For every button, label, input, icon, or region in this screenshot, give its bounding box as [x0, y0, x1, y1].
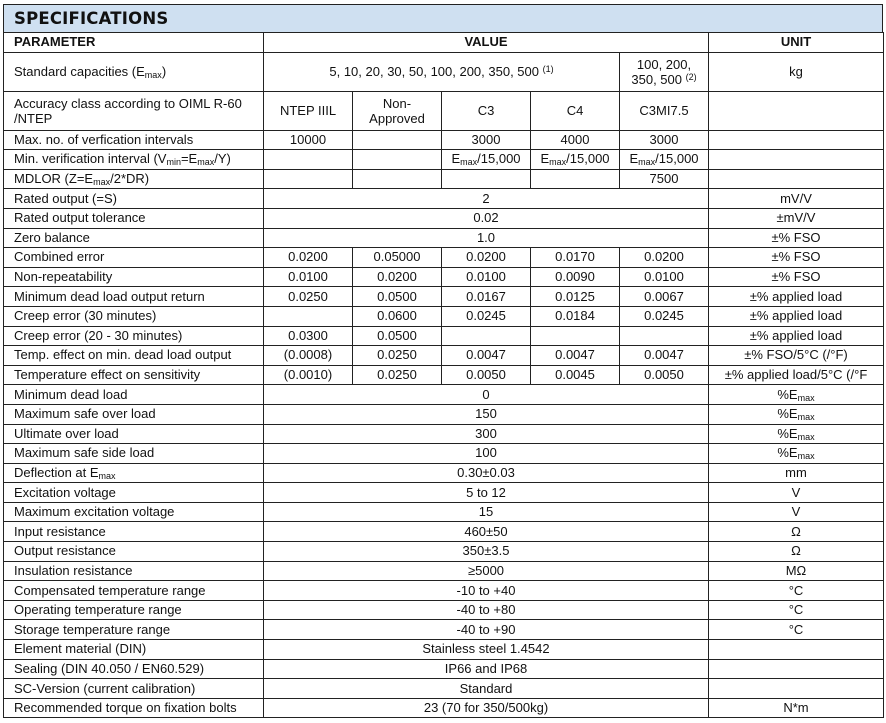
value-cell: [353, 130, 442, 150]
value-deflection: 0.30±0.03: [264, 463, 709, 483]
unit-cell: [709, 640, 884, 660]
unit-cell: Ω: [709, 542, 884, 562]
class-c4: C4: [531, 91, 620, 130]
unit-cell: mV/V: [709, 189, 884, 209]
row-zero-balance: [4, 228, 884, 248]
specifications-table: [3, 32, 884, 718]
unit-cell: °C: [709, 600, 884, 620]
value-cell: 3000: [442, 130, 531, 150]
value-cell: 23 (70 for 350/500kg): [264, 698, 709, 718]
value-cell: 0.0500: [353, 326, 442, 346]
label-max-intervals: Max. no. of verfication intervals: [4, 130, 264, 150]
unit-cell: V: [709, 483, 884, 503]
value-cell: 0.02: [264, 208, 709, 228]
value-cell: 0.0170: [531, 248, 620, 268]
value-cell: 0.0100: [442, 267, 531, 287]
unit-cell: ±% applied load: [709, 326, 884, 346]
row-maximum-safe-over-load: [4, 404, 884, 424]
unit-cell: ±mV/V: [709, 208, 884, 228]
section-title: SPECIFICATIONS: [3, 4, 883, 32]
value-cell: 460±50: [264, 522, 709, 542]
unit-text: %E: [777, 406, 798, 422]
value-cell: 0.0047: [620, 346, 709, 366]
unit-cell: [709, 169, 884, 189]
unit-subscript: max: [797, 451, 815, 462]
row-non-repeatability: [4, 267, 884, 287]
row-input-resistance: [4, 522, 884, 542]
value-cell: $E_{max}/15,000$: [620, 150, 709, 170]
parameter-label: Minimum dead load: [4, 385, 264, 405]
parameter-label: Temperature effect on sensitivity: [4, 365, 264, 385]
row-operating-temperature-range: [4, 600, 884, 620]
class-c3: C3: [442, 91, 531, 130]
value-cell: (0.0010): [264, 365, 353, 385]
row-rated-output-tolerance: [4, 208, 884, 228]
value-cell: [620, 326, 709, 346]
parameter-label: Zero balance: [4, 228, 264, 248]
parameter-label: Temp. effect on min. dead load output: [4, 346, 264, 366]
row-creep-error-20-30-minutes: [4, 326, 884, 346]
parameter-label: Maximum excitation voltage: [4, 502, 264, 522]
row-storage-temperature-range: [4, 620, 884, 640]
row-deflection: [4, 463, 884, 483]
value-cell: 0.0047: [442, 346, 531, 366]
value-capacities-alt: 100, 200, 350, 500 $^{(2)}$: [620, 52, 709, 91]
value-cell: 5 to 12: [264, 483, 709, 503]
unit-cell: ±% applied load/5°C (/°F: [709, 365, 884, 385]
row-standard-capacities: [4, 52, 884, 91]
row-insulation-resistance: [4, 561, 884, 581]
row-mdlor: [4, 169, 884, 189]
value-cell: 150: [264, 404, 709, 424]
value-cell: 15: [264, 502, 709, 522]
value-cell: 0.0245: [620, 306, 709, 326]
value-cell: [353, 150, 442, 170]
value-cell: 100: [264, 444, 709, 464]
value-cell: IP66 and IP68: [264, 659, 709, 679]
unit-text: %E: [777, 445, 798, 461]
label-accuracy-class: Accuracy class according to OIML R-60 /NTEP: [4, 91, 264, 130]
row-max-intervals: [4, 130, 884, 150]
unit-text: %E: [777, 425, 798, 441]
unit-cell: [709, 385, 884, 405]
value-cell: 0.0100: [620, 267, 709, 287]
value-cell: 4000: [531, 130, 620, 150]
label-deflection: Deflection at $E_{max}$: [4, 463, 264, 483]
unit-cell: ±% FSO: [709, 248, 884, 268]
unit-cell: °C: [709, 581, 884, 601]
parameter-label: Non-repeatability: [4, 267, 264, 287]
value-cell: 0.0250: [353, 346, 442, 366]
row-element-material-din: [4, 640, 884, 660]
unit-subscript: max: [797, 392, 815, 403]
value-cell: [264, 306, 353, 326]
unit-cell: V: [709, 502, 884, 522]
row-minimum-dead-load-output-return: [4, 287, 884, 307]
unit-cell: [709, 679, 884, 699]
label-standard-capacities: Standard capacities $(E_{max})$: [4, 52, 264, 91]
value-cell: [264, 150, 353, 170]
unit-cell: [709, 150, 884, 170]
row-ultimate-over-load: [4, 424, 884, 444]
row-temperature-effect-on-sensitivity: [4, 365, 884, 385]
value-cell: 3000: [620, 130, 709, 150]
value-cell: 0.0050: [620, 365, 709, 385]
unit-cell: Ω: [709, 522, 884, 542]
unit-cell: ±% FSO: [709, 267, 884, 287]
unit-cell: [709, 444, 884, 464]
class-ntep-iiil: NTEP IIIL: [264, 91, 353, 130]
unit-cell: ±% FSO: [709, 228, 884, 248]
parameter-label: Output resistance: [4, 542, 264, 562]
unit-text: %E: [777, 386, 798, 402]
parameter-label: Maximum safe over load: [4, 404, 264, 424]
value-cell: 0.0045: [531, 365, 620, 385]
value-cell: 0.0090: [531, 267, 620, 287]
class-non-approved: Non-Approved: [353, 91, 442, 130]
unit-deflection: mm: [709, 463, 884, 483]
value-cell: [531, 326, 620, 346]
value-cell: 0.0200: [442, 248, 531, 268]
value-cell: $E_{max}/15,000$: [442, 150, 531, 170]
parameter-label: Storage temperature range: [4, 620, 264, 640]
unit-capacities: kg: [709, 52, 884, 91]
header-unit: UNIT: [709, 33, 884, 53]
parameter-label: Creep error (20 - 30 minutes): [4, 326, 264, 346]
value-cell: (0.0008): [264, 346, 353, 366]
value-cell: 10000: [264, 130, 353, 150]
unit-cell: [709, 424, 884, 444]
row-temp-effect-on-min-dead-load-output: [4, 346, 884, 366]
row-combined-error: [4, 248, 884, 268]
value-cell: 0.0600: [353, 306, 442, 326]
parameter-label: Rated output tolerance: [4, 208, 264, 228]
value-cell: 0.0125: [531, 287, 620, 307]
unit-cell: N*m: [709, 698, 884, 718]
row-sealing-din-40-050-en60-529: [4, 659, 884, 679]
value-cell: 0.0067: [620, 287, 709, 307]
label-min-interval: Min. verification interval $(V_{min}=E_{max}/Y)$: [4, 150, 264, 170]
value-cell: 0.0047: [531, 346, 620, 366]
unit-cell: [709, 659, 884, 679]
row-excitation-voltage: [4, 483, 884, 503]
row-rated-output-s: [4, 189, 884, 209]
parameter-label: Ultimate over load: [4, 424, 264, 444]
parameter-label: Recommended torque on fixation bolts: [4, 698, 264, 718]
value-cell: Stainless steel 1.4542: [264, 640, 709, 660]
value-cell: Standard: [264, 679, 709, 699]
value-cell: 0.0200: [620, 248, 709, 268]
parameter-label: Excitation voltage: [4, 483, 264, 503]
value-cell: ≥5000: [264, 561, 709, 581]
parameter-label: Combined error: [4, 248, 264, 268]
value-cell: 0.0200: [264, 248, 353, 268]
row-maximum-safe-side-load: [4, 444, 884, 464]
parameter-label: Input resistance: [4, 522, 264, 542]
unit-cell: °C: [709, 620, 884, 640]
value-cell: 300: [264, 424, 709, 444]
value-cell: 2: [264, 189, 709, 209]
value-cell: [442, 169, 531, 189]
value-mdlor: 7500: [620, 169, 709, 189]
parameter-label: Compensated temperature range: [4, 581, 264, 601]
value-cell: 0.0200: [353, 267, 442, 287]
value-cell: 0.05000: [353, 248, 442, 268]
class-c3mi75: C3MI7.5: [620, 91, 709, 130]
parameter-label: SC-Version (current calibration): [4, 679, 264, 699]
row-output-resistance: [4, 542, 884, 562]
row-min-interval: [4, 150, 884, 170]
specifications-panel: [3, 4, 883, 718]
row-compensated-temperature-range: [4, 581, 884, 601]
unit-cell: [709, 404, 884, 424]
parameter-label: Operating temperature range: [4, 600, 264, 620]
parameter-label: Sealing (DIN 40.050 / EN60.529): [4, 659, 264, 679]
parameter-label: Creep error (30 minutes): [4, 306, 264, 326]
parameter-label: Insulation resistance: [4, 561, 264, 581]
label-mdlor: MDLOR $(Z=E_{max}/2*DR)$: [4, 169, 264, 189]
parameter-label: Maximum safe side load: [4, 444, 264, 464]
value-capacities-main: 5, 10, 20, 30, 50, 100, 200, 350, 500 $^{(1)}$: [264, 52, 620, 91]
unit-cell: ±% FSO/5°C (/°F): [709, 346, 884, 366]
row-minimum-dead-load: [4, 385, 884, 405]
value-cell: -40 to +90: [264, 620, 709, 640]
row-recommended-torque-on-fixation-bolts: [4, 698, 884, 718]
value-cell: $E_{max}/15,000$: [531, 150, 620, 170]
value-cell: 1.0: [264, 228, 709, 248]
value-cell: [353, 169, 442, 189]
value-cell: 0.0167: [442, 287, 531, 307]
value-cell: [264, 169, 353, 189]
parameter-label: Minimum dead load output return: [4, 287, 264, 307]
value-cell: 0.0245: [442, 306, 531, 326]
value-cell: 0.0184: [531, 306, 620, 326]
value-cell: 0.0250: [264, 287, 353, 307]
unit-subscript: max: [797, 431, 815, 442]
value-cell: -10 to +40: [264, 581, 709, 601]
row-maximum-excitation-voltage: [4, 502, 884, 522]
unit-cell: ±% applied load: [709, 306, 884, 326]
value-cell: 350±3.5: [264, 542, 709, 562]
unit-cell: MΩ: [709, 561, 884, 581]
header-row: [4, 33, 884, 53]
value-cell: 0: [264, 385, 709, 405]
value-cell: [442, 326, 531, 346]
row-accuracy-class: [4, 91, 884, 130]
value-cell: 0.0300: [264, 326, 353, 346]
value-cell: 0.0250: [353, 365, 442, 385]
unit-cell: [709, 130, 884, 150]
value-cell: 0.0500: [353, 287, 442, 307]
header-parameter: PARAMETER: [4, 33, 264, 53]
value-cell: 0.0100: [264, 267, 353, 287]
unit-cell: ±% applied load: [709, 287, 884, 307]
header-value: VALUE: [264, 33, 709, 53]
row-creep-error-30-minutes: [4, 306, 884, 326]
parameter-label: Element material (DIN): [4, 640, 264, 660]
value-cell: 0.0050: [442, 365, 531, 385]
unit-subscript: max: [797, 412, 815, 423]
row-sc-version-current-calibration: [4, 679, 884, 699]
parameter-label: Rated output (=S): [4, 189, 264, 209]
value-cell: -40 to +80: [264, 600, 709, 620]
unit-accuracy-class: [709, 91, 884, 130]
value-cell: [531, 169, 620, 189]
